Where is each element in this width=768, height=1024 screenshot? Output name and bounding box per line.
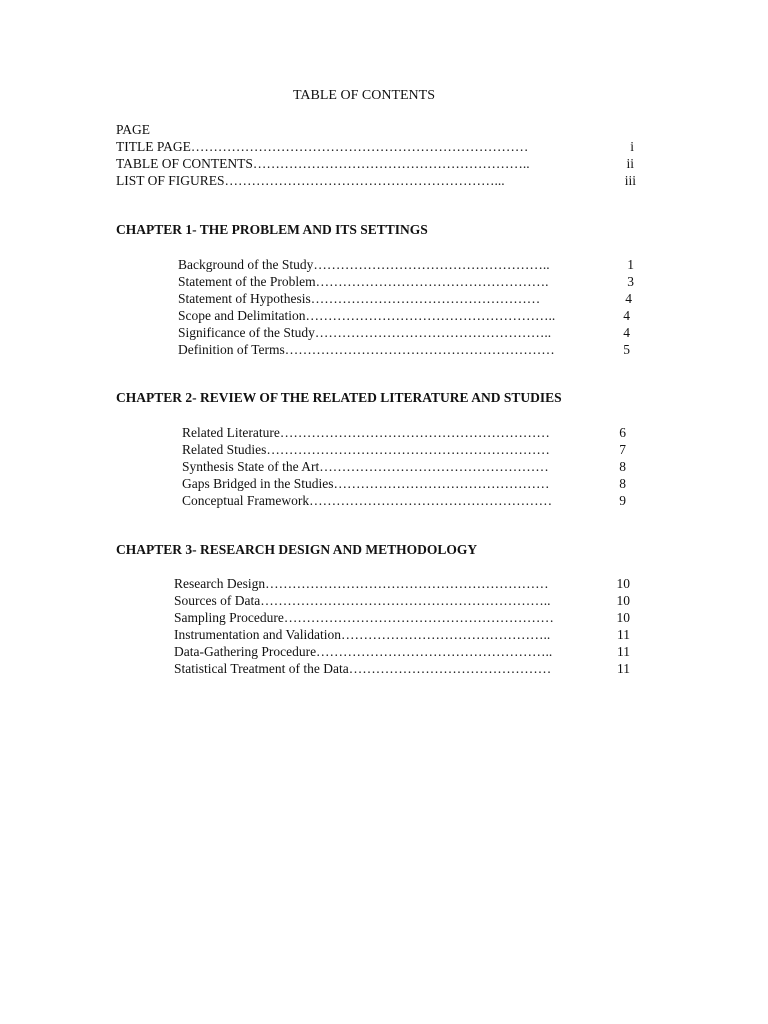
toc-entry-label: Instrumentation and Validation………………………………………..	[174, 627, 551, 642]
toc-entry-label: Research Design………………………………………………………	[174, 576, 549, 591]
toc-entry-label: Related Studies………………………………………………………	[182, 442, 550, 457]
toc-entry-label: Statistical Treatment of the Data………………………………………	[174, 661, 552, 676]
toc-entry-page: iii	[624, 173, 636, 188]
toc-entry-label: Gaps Bridged in the Studies…………………………………………	[182, 476, 550, 491]
toc-entry-page: 10	[616, 593, 630, 608]
toc-entry-label: LIST OF FIGURES……………………………………………………...	[116, 173, 505, 188]
toc-entry-label: Scope and Delimitation………………………………………………..	[178, 308, 556, 323]
toc-entry-label: Background of the Study……………………………………………..	[178, 257, 550, 272]
toc-entry-label: Significance of the Study……………………………………………..	[178, 325, 552, 340]
toc-entry-page: 4	[623, 325, 630, 340]
toc-entry-label: TITLE PAGE…………………………………………………………………	[116, 139, 529, 154]
toc-entry-page: 10	[616, 610, 630, 625]
toc-entry-label: Sources of Data………………………………………………………..	[174, 593, 551, 608]
chapter-heading: CHAPTER 3- RESEARCH DESIGN AND METHODOLOGY	[116, 542, 478, 557]
toc-entry-page: 8	[619, 459, 626, 474]
toc-entry-page: 5	[623, 342, 630, 357]
toc-entry-label: Related Literature……………………………………………………	[182, 425, 550, 440]
toc-entry-page: 6	[619, 425, 626, 440]
toc-entry-label: Statement of Hypothesis……………………………………………	[178, 291, 541, 306]
toc-title: TABLE OF CONTENTS	[293, 88, 435, 103]
chapter-heading: CHAPTER 2- REVIEW OF THE RELATED LITERATURE AND STUDIES	[116, 390, 562, 405]
toc-entry-page: 11	[617, 627, 630, 642]
toc-entry-page: 4	[623, 308, 630, 323]
toc-entry-page: 10	[616, 576, 630, 591]
toc-entry-page: 11	[617, 661, 630, 676]
toc-entry-page: 11	[617, 644, 630, 659]
toc-entry-page: 3	[627, 274, 634, 289]
toc-entry-label: TABLE OF CONTENTS……………………………………………………..	[116, 156, 530, 171]
toc-entry-page: 7	[619, 442, 626, 457]
toc-entry-page: i	[630, 139, 634, 154]
toc-entry-page: 8	[619, 476, 626, 491]
toc-entry-page: 4	[625, 291, 632, 306]
toc-entry-label: Definition of Terms……………………………………………………	[178, 342, 555, 357]
page-column-header: PAGE	[116, 122, 151, 137]
toc-entry-page: 1	[627, 257, 634, 272]
chapter-heading: CHAPTER 1- THE PROBLEM AND ITS SETTINGS	[116, 222, 428, 237]
toc-entry-page: ii	[626, 156, 634, 171]
toc-entry-label: Synthesis State of the Art……………………………………………	[182, 459, 549, 474]
toc-entry-label: Conceptual Framework………………………………………………	[182, 493, 553, 508]
toc-entry-page: 9	[619, 493, 626, 508]
toc-entry-label: Sampling Procedure……………………………………………………	[174, 610, 554, 625]
toc-entry-label: Statement of the Problem…………………………………………….	[178, 274, 549, 289]
toc-entry-label: Data-Gathering Procedure……………………………………………..	[174, 644, 553, 659]
